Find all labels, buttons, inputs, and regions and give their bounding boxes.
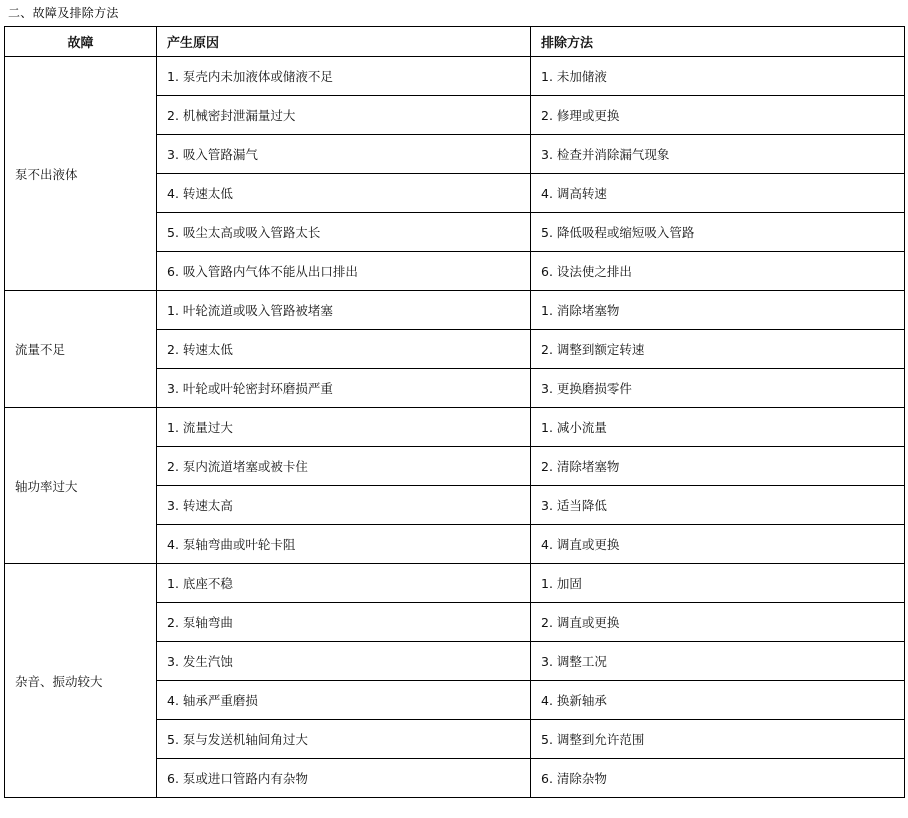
cause-cell: 5. 吸尘太高或吸入管路太长 xyxy=(157,213,531,252)
fault-group-label: 泵不出液体 xyxy=(5,57,157,291)
cause-cell: 3. 叶轮或叶轮密封环磨损严重 xyxy=(157,369,531,408)
cause-cell: 1. 叶轮流道或吸入管路被堵塞 xyxy=(157,291,531,330)
cause-cell: 3. 吸入管路漏气 xyxy=(157,135,531,174)
column-header-cause: 产生原因 xyxy=(157,27,531,57)
fault-group-label: 杂音、振动较大 xyxy=(5,564,157,798)
cause-cell: 3. 转速太高 xyxy=(157,486,531,525)
remedy-cell: 6. 设法使之排出 xyxy=(531,252,905,291)
cause-cell: 1. 泵壳内未加液体或储液不足 xyxy=(157,57,531,96)
remedy-cell: 4. 换新轴承 xyxy=(531,681,905,720)
cause-cell: 2. 转速太低 xyxy=(157,330,531,369)
cause-cell: 6. 泵或进口管路内有杂物 xyxy=(157,759,531,798)
column-header-fault: 故障 xyxy=(5,27,157,57)
cause-cell: 4. 泵轴弯曲或叶轮卡阻 xyxy=(157,525,531,564)
remedy-cell: 2. 修理或更换 xyxy=(531,96,905,135)
fault-group-label: 轴功率过大 xyxy=(5,408,157,564)
table-header-row xyxy=(5,27,905,57)
remedy-cell: 2. 调直或更换 xyxy=(531,603,905,642)
cause-cell: 2. 泵内流道堵塞或被卡住 xyxy=(157,447,531,486)
cause-cell: 1. 底座不稳 xyxy=(157,564,531,603)
remedy-cell: 1. 减小流量 xyxy=(531,408,905,447)
remedy-cell: 2. 调整到额定转速 xyxy=(531,330,905,369)
fault-and-remedy-table xyxy=(4,26,905,798)
table-row xyxy=(5,564,905,603)
cause-cell: 2. 机械密封泄漏量过大 xyxy=(157,96,531,135)
remedy-cell: 3. 检查并消除漏气现象 xyxy=(531,135,905,174)
table-row xyxy=(5,291,905,330)
cause-cell: 3. 发生汽蚀 xyxy=(157,642,531,681)
section-heading: 二、故障及排除方法 xyxy=(8,6,119,20)
table-header xyxy=(5,27,905,57)
column-header-remedy: 排除方法 xyxy=(531,27,905,57)
cause-cell: 5. 泵与发送机轴间角过大 xyxy=(157,720,531,759)
remedy-cell: 3. 调整工况 xyxy=(531,642,905,681)
cause-cell: 6. 吸入管路内气体不能从出口排出 xyxy=(157,252,531,291)
remedy-cell: 6. 清除杂物 xyxy=(531,759,905,798)
table-row xyxy=(5,57,905,96)
table-row xyxy=(5,408,905,447)
remedy-cell: 2. 清除堵塞物 xyxy=(531,447,905,486)
cause-cell: 4. 转速太低 xyxy=(157,174,531,213)
cause-cell: 4. 轴承严重磨损 xyxy=(157,681,531,720)
remedy-cell: 1. 未加储液 xyxy=(531,57,905,96)
remedy-cell: 5. 调整到允许范围 xyxy=(531,720,905,759)
fault-group-label: 流量不足 xyxy=(5,291,157,408)
remedy-cell: 1. 消除堵塞物 xyxy=(531,291,905,330)
remedy-cell: 3. 更换磨损零件 xyxy=(531,369,905,408)
remedy-cell: 3. 适当降低 xyxy=(531,486,905,525)
remedy-cell: 5. 降低吸程或缩短吸入管路 xyxy=(531,213,905,252)
remedy-cell: 4. 调高转速 xyxy=(531,174,905,213)
table-body xyxy=(5,57,905,798)
remedy-cell: 1. 加固 xyxy=(531,564,905,603)
cause-cell: 2. 泵轴弯曲 xyxy=(157,603,531,642)
remedy-cell: 4. 调直或更换 xyxy=(531,525,905,564)
cause-cell: 1. 流量过大 xyxy=(157,408,531,447)
